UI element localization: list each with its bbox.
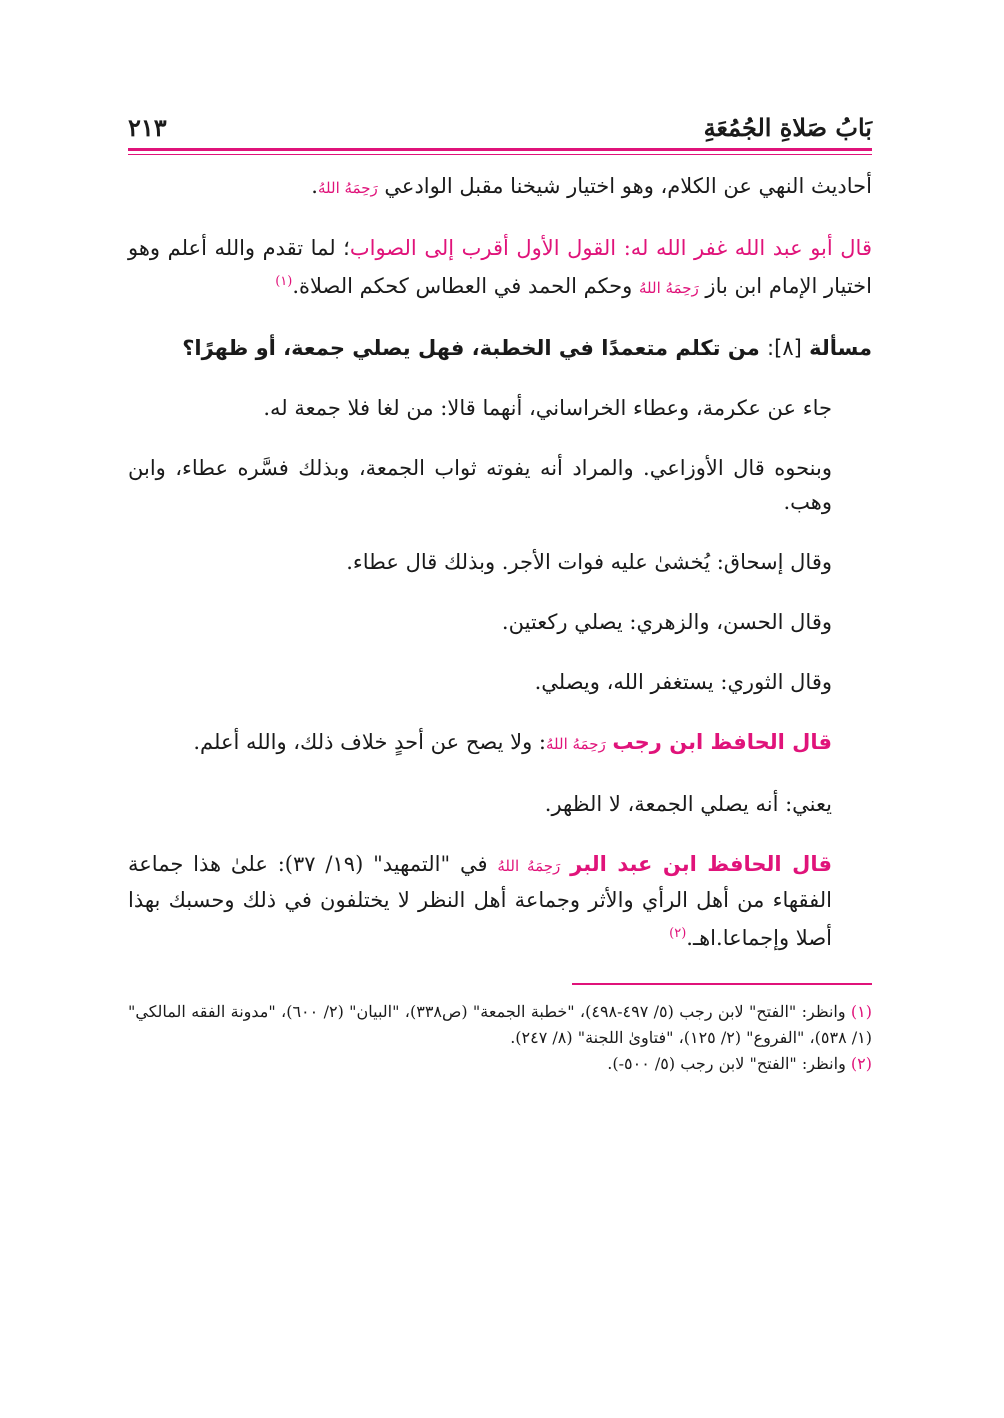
chapter-title: بَابُ صَلاةِ الجُمُعَةِ: [703, 113, 872, 142]
footnote-number: (١): [850, 1002, 873, 1021]
paragraph-8: [128, 725, 872, 761]
paragraph-text: ؛ لما تقدم والله أعلم وهو اختيار الإمام ابن باز: [128, 236, 872, 298]
author-opinion: القول الأول أقرب إلى الصواب: [349, 236, 624, 260]
footnote-ref-1[interactable]: (١): [275, 274, 293, 289]
paragraph-6: وقال الحسن، والزهري: يصلي ركعتين.: [501, 610, 832, 634]
footnote-ref-2[interactable]: (٢): [669, 926, 687, 941]
paragraph-text: في "التمهيد" (١٩/ ٣٧): علىٰ هذا جماعة الفقهاء من أهل الرأي والأثر وجماعة أهل النظر لا يختلفون في ذلك وحسبك بهذا أصلا وإجماعا.اهـ.: [128, 852, 832, 950]
footnote-separator: [572, 983, 872, 985]
main-text: [128, 169, 872, 955]
page-number: ٢١٣: [128, 113, 167, 142]
footnote-text: وانظر: "الفتح" لابن رجب (٥/ ٥٠٠-).: [607, 1054, 846, 1073]
honorific-glyph: رَحِمَهُ اللهُ: [638, 279, 699, 297]
footnotes: [128, 999, 872, 1077]
masala-number: [٨]:: [767, 336, 802, 360]
paragraph-4: وبنحوه قال الأوزاعي. والمراد أنه يفوته ثواب الجمعة، وبذلك فسَّره عطاء، وابن وهب.: [128, 456, 832, 514]
paragraph-7: وقال الثوري: يستغفر الله، ويصلي.: [534, 670, 832, 694]
paragraph-text: أحاديث النهي عن الكلام، وهو اختيار شيخنا مقبل الوادعي: [384, 174, 872, 198]
footnote-text: وانظر: "الفتح" لابن رجب (٥/ ٤٩٧-٤٩٨)، "خطبة الجمعة" (ص٣٣٨)، "البيان" (٢/ ٦٠٠)، "مدونة الفقه المالكي" (١/ ٥٣٨)، "الفروع" (٢/ ١٢٥)، "فتاوىٰ اللجنة" (٨/ ٢٤٧).: [128, 1002, 872, 1047]
header-rule-thick: [128, 148, 872, 151]
paragraph-1: [128, 169, 872, 205]
paragraph-9: يعني: أنه يصلي الجمعة، لا الظهر.: [544, 792, 832, 816]
header-rule-thin: [128, 154, 872, 155]
paragraph-2: [128, 231, 872, 305]
quoted-scholar: قال الحافظ ابن عبد البر: [570, 852, 832, 876]
honorific-glyph: رَحِمَهُ اللهُ: [545, 735, 606, 753]
footnote-2: [128, 1051, 872, 1077]
quoted-scholar: قال الحافظ ابن رجب: [612, 730, 832, 754]
running-header: [128, 100, 872, 142]
footnote-1: [128, 999, 872, 1051]
masala-question: من تكلم متعمدًا في الخطبة، فهل يصلي جمعة، أو ظهرًا؟: [182, 336, 760, 360]
honorific-glyph: رَحِمَهُ اللهُ: [497, 857, 561, 875]
author-label: قال أبو عبد الله غفر الله له:: [623, 236, 872, 260]
masala-label: مسألة: [809, 336, 872, 360]
paragraph-text: : ولا يصح عن أحدٍ خلاف ذلك، والله أعلم.: [193, 730, 546, 754]
footnote-number: (٢): [850, 1054, 872, 1073]
punctuation: .: [311, 174, 318, 198]
honorific-glyph: رَحِمَهُ اللهُ: [317, 179, 378, 197]
paragraph-3: جاء عن عكرمة، وعطاء الخراساني، أنهما قالا: من لغا فلا جمعة له.: [263, 396, 832, 420]
page: [128, 100, 872, 1077]
paragraph-10: [128, 847, 872, 955]
masala-heading: [128, 331, 872, 365]
paragraph-5: وقال إسحاق: يُخشىٰ عليه فوات الأجر. وبذلك قال عطاء.: [346, 550, 832, 574]
paragraph-text: وحكم الحمد في العطاس كحكم الصلاة.: [292, 274, 639, 298]
